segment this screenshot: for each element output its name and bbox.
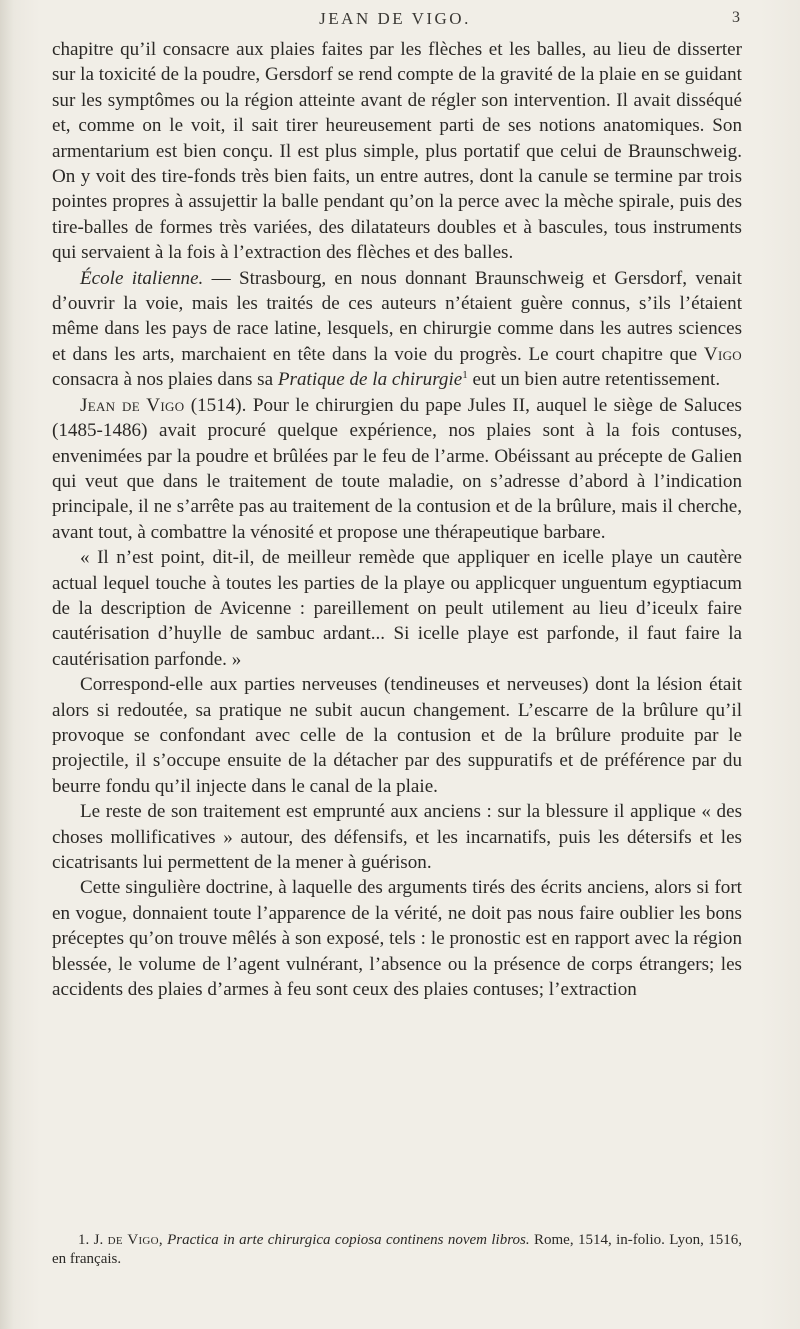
paragraph-7: Cette singulière doctrine, à laquelle des arguments tirés des écrits anciens, alors si fort en vogue, donnaient toute l’apparence de la vérité, ne doit pas nous faire oublier les bons préceptes qu’on trouve mêlés à son exposé, tels : le pronostic est en rapport avec la région blessée, le volume de l’agent vulnérant, l’absence ou la présence de corps étrangers; les accidents des plaies d’armes à feu sont ceux des plaies contuses; l’extraction (52, 877, 742, 1001)
section-lead-ecole-italienne: École italienne. (80, 267, 204, 289)
paragraph-2: École italienne. — Strasbourg, en nous donnant Braunschweig et Gersdorf, venait d’ouvrir la voie, mais les traités de ces auteurs n’étaient guère connus, s’ils l’étaient même dans les pays de race latine, lesquels, en chirurgie comme dans les autres sciences et dans les arts, marchaient en tête dans la voie du progrès. Le court chapitre que Vigo consacra à nos plaies dans sa Pratique de la chirurgie$^1$ eut un bien autre retentissement. (52, 267, 742, 391)
paragraph-6: Le reste de son traitement est emprunté aux anciens : sur la blessure il applique « des choses mollificatives » autour, des défensifs, et les incarnatifs, puis les détersifs et les cicatrisants lui permettent de la mener à guérison. (52, 801, 742, 873)
paragraph-3: Jean de Vigo (1514). Pour le chirurgien du pape Jules II, auquel le siège de Saluces (1485-1486) avait procuré quelque expérience, nos plaies sont à la fois contuses, envenimées par la poudre et brûlées par le feu de l’arme. Obéissant au précepte de Galien qui veut que dans le traitement de toute maladie, on s’adresse d’abord à l’indication principale, il ne s’arrête pas au traitement de la contusion et de la brûlure, mais il cherche, avant tout, à combattre la vénosité et propose une thérapeutique barbare. (52, 394, 742, 543)
footnote-reference: 1 (462, 369, 468, 382)
paragraph-1: chapitre qu’il consacre aux plaies faites par les flèches et les balles, au lieu de disserter sur la toxicité de la poudre, Gersdorf se rend compte de la gravité de la plaie en se guidant sur les symptômes ou la région atteinte avant de régler son intervention. Il avait disséqué et, comme on le voit, il sait tirer heureusement parti de ses notions anatomiques. Son armentarium est bien conçu. Il est plus simple, plus portatif que celui de Braunschweig. On y voit des tire-fonds très bien faits, un entre autres, dont la canule se termine par trois pointes propres à assujettir la balle pendant qu’on la perce avec la mèche spirale, puis des tire-balles de formes très variées, des dilatateurs doubles et à bascules, tous instruments qui servaient à la fois à l’extraction des flèches et des balles. (52, 39, 742, 264)
running-head (50, 9, 740, 37)
paragraph-5: Correspond-elle aux parties nerveuses (tendineuses et nerveuses) dont la lésion était alors si redoutée, sa pratique ne subit aucun changement. L’escarre de la brûlure qu’il provoque se confondant avec celle de la contusion et de la brûlure produite par le projectile, il s’occupe ensuite de la détacher par des suppuratifs et de préférence par du beurre fondu qu’il injecte dans le canal de la plaie. (52, 674, 742, 797)
footnote-1: 1. J. de Vigo, Practica in arte chirurgica copiosa continens novem libros. Rome, 1514, in-folio. Lyon, 1516, en français. (52, 1232, 742, 1267)
running-title: JEAN DE VIGO. (319, 9, 471, 28)
author-name-vigo: Vigo (703, 343, 742, 365)
paragraph-4-quotation: « Il n’est point, dit-il, de meilleur remède que appliquer en icelle playe un cautère actual lequel touche à toutes les parties de la playe ou applicquer unguentum egyptiacum de la description de Avicenne : pareillement on peult utilement au lieu d’iceulx faire cautérisation d’huylle de sambuc ardant... Si icelle playe est parfonde, il faut faire la cautérisation parfonde. » (52, 547, 742, 670)
body-text (52, 37, 742, 1002)
footnotes (52, 1231, 742, 1269)
page-number: 3 (732, 9, 740, 26)
book-title-pratique: Pratique de la chirurgie (277, 369, 463, 391)
section-lead-jean-de-vigo: Jean de Vigo (80, 394, 185, 416)
